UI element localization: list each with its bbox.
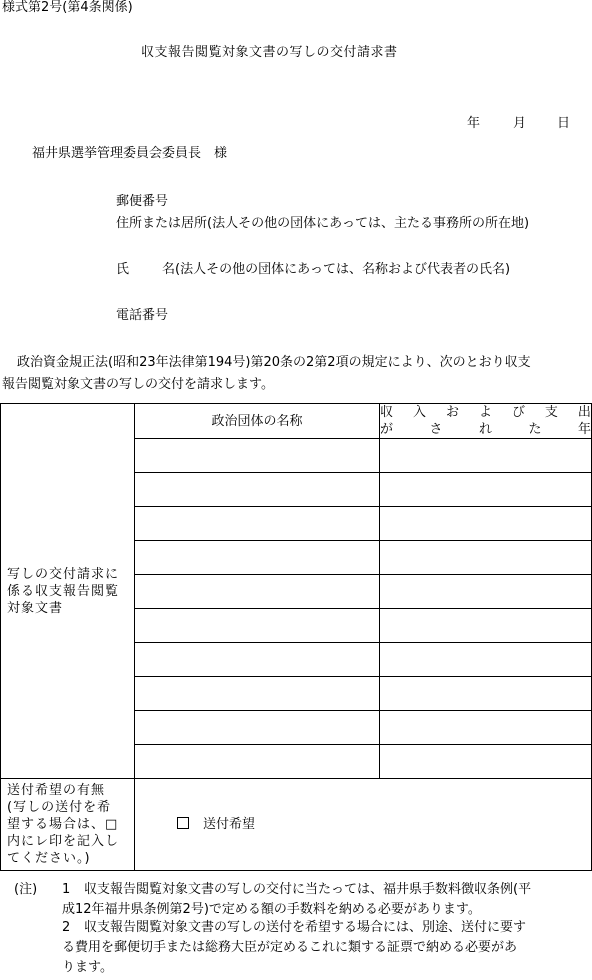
year-header-char: た <box>528 422 542 437</box>
note-number-1: 1 <box>62 882 71 897</box>
send-label-line: 望する場合は、□ <box>7 817 119 832</box>
year-cell[interactable] <box>380 609 592 643</box>
date-month-label: 月 <box>513 116 527 131</box>
org-name-cell[interactable] <box>135 711 380 745</box>
postal-code-label: 郵便番号 <box>116 194 169 209</box>
address-label: 住所または居所(法人その他の団体にあっては、主たる事務所の所在地) <box>116 216 530 231</box>
year-cell[interactable] <box>380 677 592 711</box>
send-label-line: てください。) <box>7 851 91 866</box>
year-header-char: お <box>445 405 459 420</box>
note-number-2: 2 <box>62 920 71 935</box>
year-header-char: よ <box>478 405 492 420</box>
year-header-char: さ <box>429 422 443 437</box>
note-1-line: 収支報告閲覧対象文書の写しの交付に当たっては、福井県手数料徴収条例(平 <box>84 882 532 897</box>
org-name-cell[interactable] <box>135 745 380 779</box>
note-2-line: ります。 <box>62 960 113 975</box>
org-name-cell[interactable] <box>135 575 380 609</box>
left-label-line: 対象文書 <box>7 600 64 616</box>
send-request-label <box>1 779 135 871</box>
page-title: 収支報告閲覧対象文書の写しの交付請求書 <box>141 45 398 60</box>
note-1-line: 成12年福井県条例第2号)で定める額の手数料を納める必要があります。 <box>62 902 481 917</box>
year-header-char: 入 <box>412 405 426 420</box>
left-label-line: 係る収支報告閲覧 <box>7 583 120 599</box>
body-text-line1: 政治資金規正法(昭和23年法律第194号)第20条の2第2項の規定により、次のとおり収支 <box>17 355 531 370</box>
year-cell[interactable] <box>380 711 592 745</box>
year-cell[interactable] <box>380 439 592 473</box>
form-number: 様式第2号(第4条関係) <box>2 0 133 15</box>
year-cell[interactable] <box>380 507 592 541</box>
notes-prefix: (注) <box>14 882 38 897</box>
org-name-cell[interactable] <box>135 677 380 711</box>
year-header-char: 出 <box>577 405 591 420</box>
left-label-line: 写しの交付請求に <box>7 566 120 582</box>
income-expense-year-header <box>380 404 592 439</box>
year-cell[interactable] <box>380 745 592 779</box>
phone-label: 電話番号 <box>116 308 169 323</box>
send-request-checkbox[interactable] <box>177 817 189 829</box>
year-cell[interactable] <box>380 473 592 507</box>
send-label-line: 送付希望の有無 <box>7 783 106 798</box>
org-name-cell[interactable] <box>135 439 380 473</box>
request-table <box>0 403 592 871</box>
org-name-cell[interactable] <box>135 609 380 643</box>
org-name-cell[interactable] <box>135 473 380 507</box>
name-label-1: 氏 <box>116 262 130 277</box>
year-header-char: れ <box>478 422 492 437</box>
year-cell[interactable] <box>380 643 592 677</box>
date-year-label: 年 <box>467 116 481 131</box>
year-header-char: 年 <box>577 422 591 437</box>
org-name-cell[interactable] <box>135 643 380 677</box>
year-header-line2 <box>380 421 591 438</box>
year-header-char: が <box>380 422 394 437</box>
send-label-line: (写しの送付を希 <box>7 800 112 815</box>
org-name-cell[interactable] <box>135 541 380 575</box>
note-2-line: る費用を郵便切手または総務大臣が定めるこれに類する証票で納める必要があ <box>62 940 518 955</box>
send-label-line: 内にレ印を記入し <box>7 834 120 849</box>
year-header-char: び <box>511 405 525 420</box>
send-option-label: 送付希望 <box>203 817 256 832</box>
requested-documents-label <box>1 404 135 779</box>
date-day-label: 日 <box>557 116 571 131</box>
year-header-char: 収 <box>380 405 394 420</box>
send-request-row <box>1 779 592 871</box>
body-text-line2: 報告閲覧対象文書の写しの交付を請求します。 <box>2 377 274 392</box>
name-label-2: 名(法人その他の団体にあっては、名称および代表者の氏名) <box>162 262 511 277</box>
org-name-cell[interactable] <box>135 507 380 541</box>
note-2-line: 収支報告閲覧対象文書の写しの送付を希望する場合には、別途、送付に要す <box>84 920 527 935</box>
year-header-line1 <box>380 404 591 421</box>
political-org-name-header: 政治団体の名称 <box>135 404 380 439</box>
year-cell[interactable] <box>380 575 592 609</box>
year-cell[interactable] <box>380 541 592 575</box>
year-header-char: 支 <box>544 405 558 420</box>
send-option-cell <box>135 779 592 871</box>
addressee: 福井県選挙管理委員会委員長 様 <box>32 146 228 161</box>
